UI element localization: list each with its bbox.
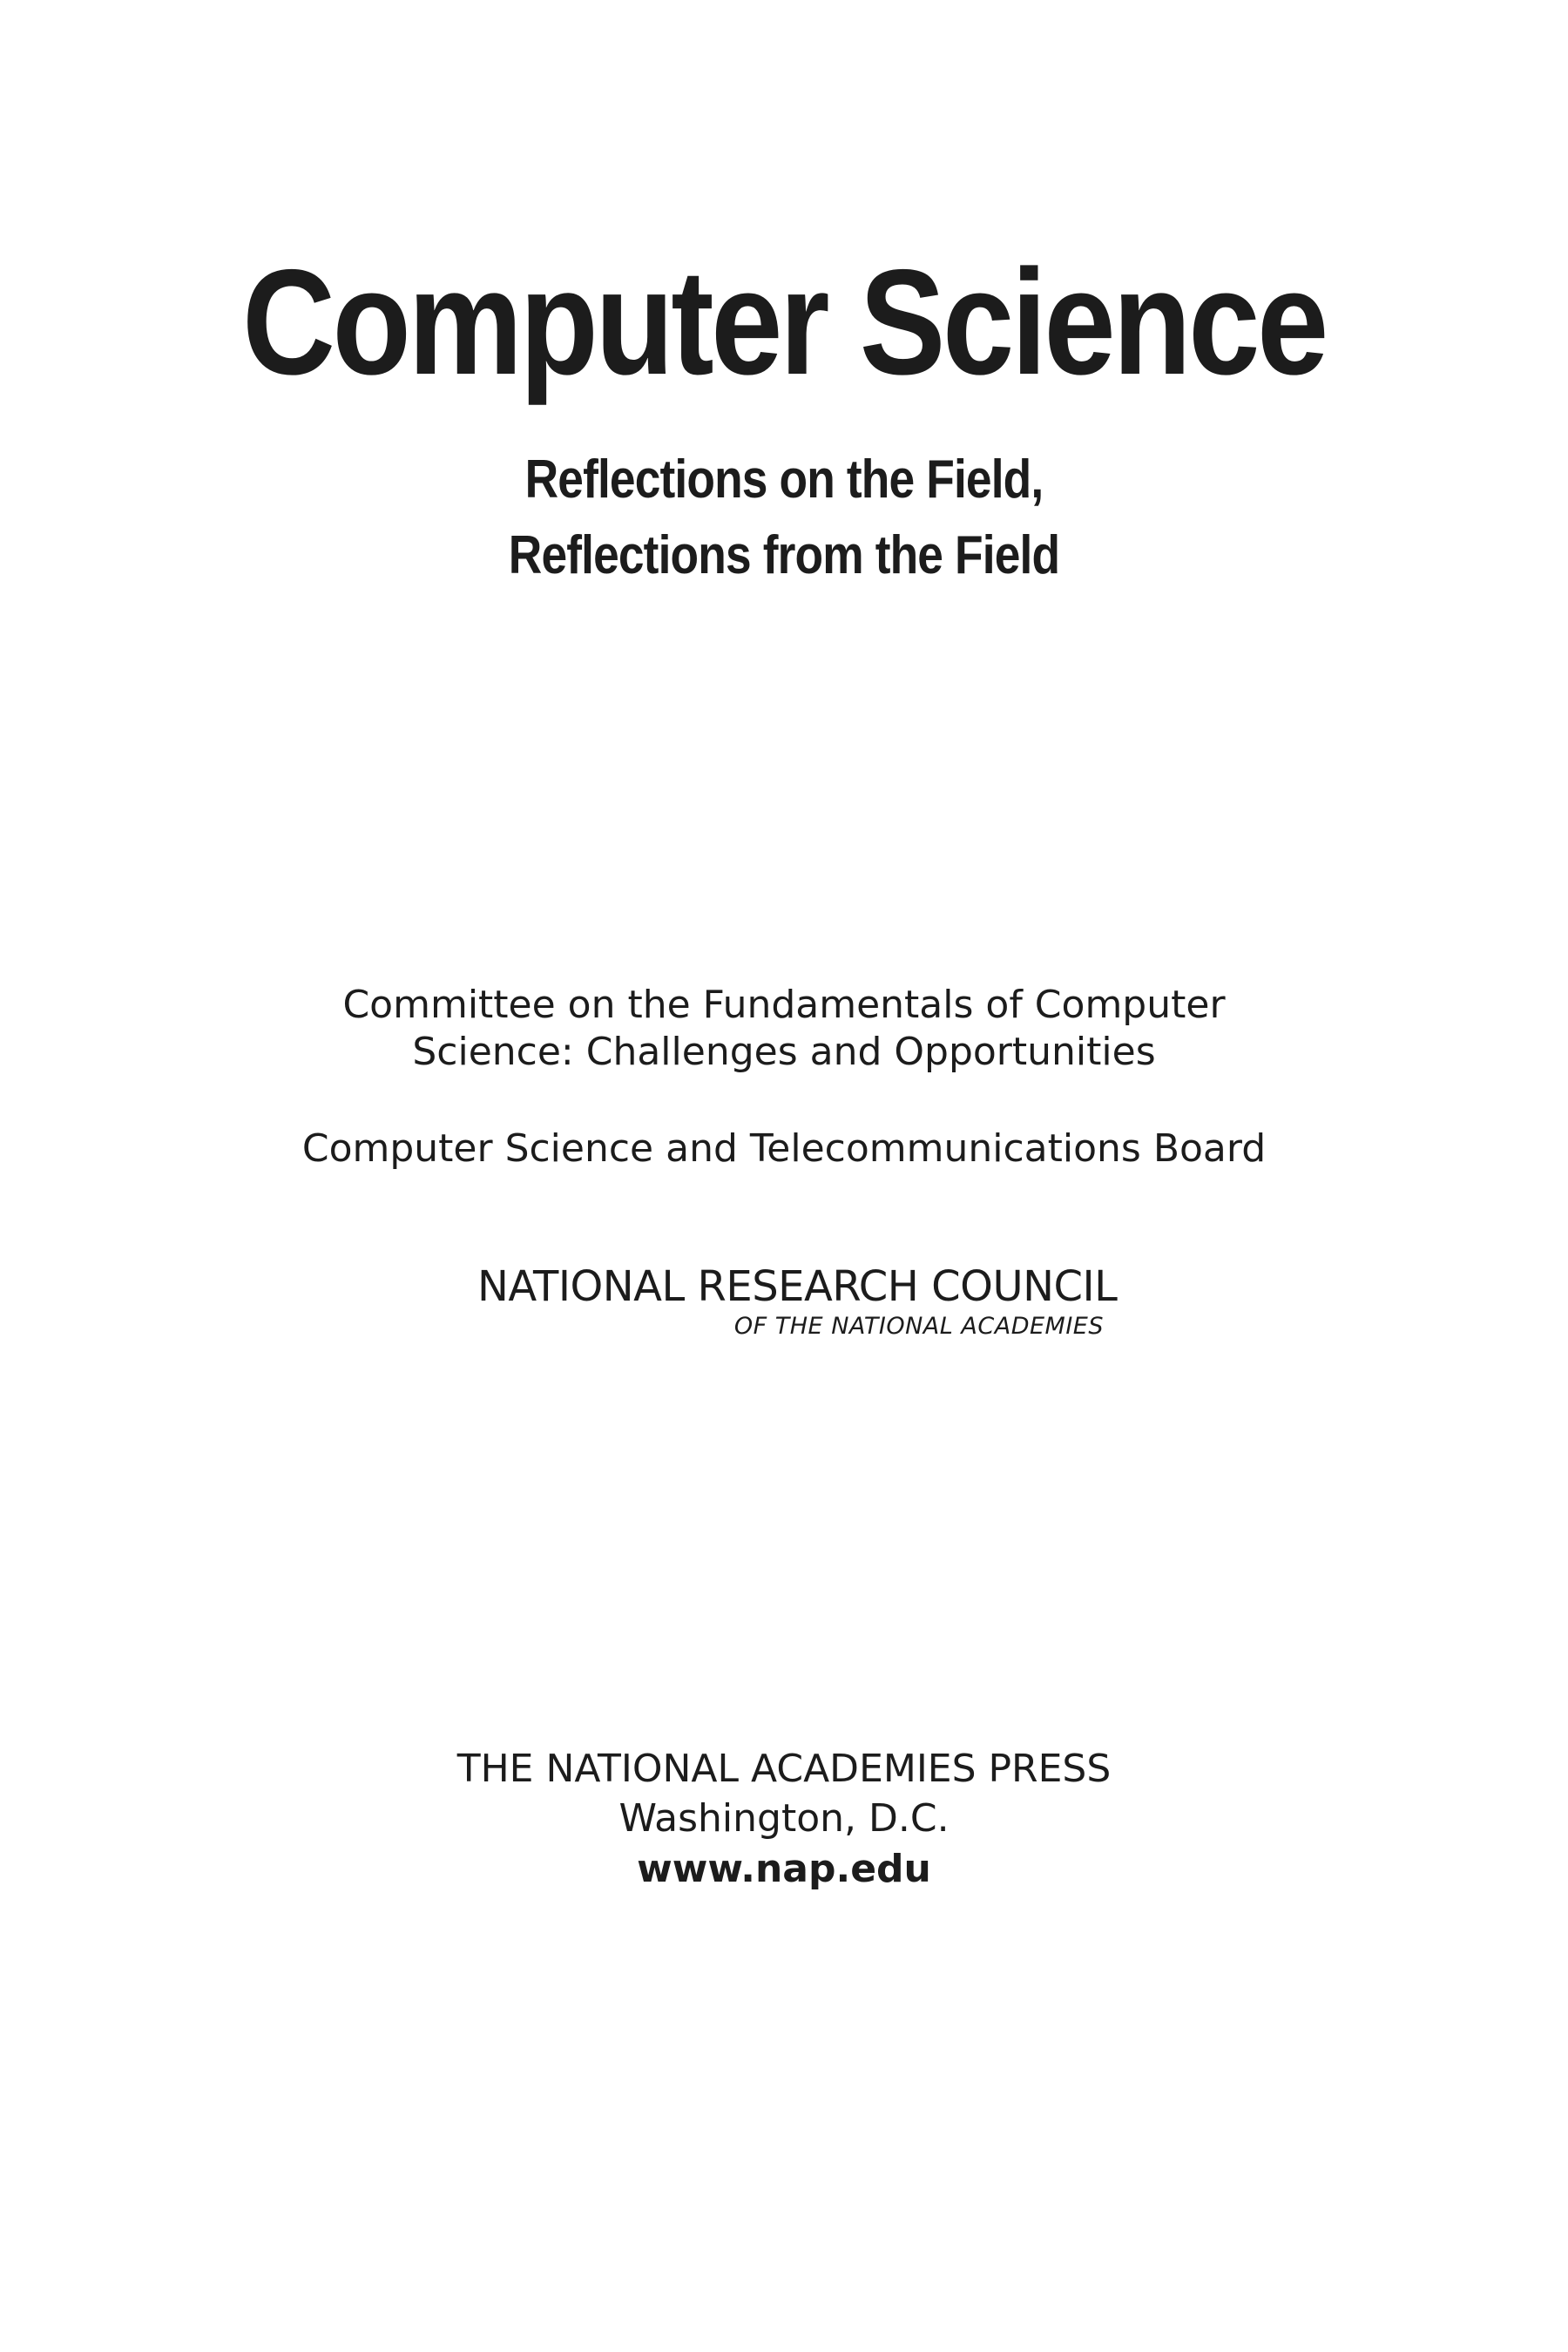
subtitle-line-2: Reflections from the Field <box>508 525 1060 585</box>
publisher-name: THE NATIONAL ACADEMIES PRESS <box>456 1747 1112 1791</box>
publisher-location: Washington, D.C. <box>618 1796 950 1841</box>
publisher-website: www.nap.edu <box>637 1847 931 1891</box>
committee-line-2: Science: Challenges and Opportunities <box>412 1030 1156 1074</box>
council-affiliation: OF THE NATIONAL ACADEMIES <box>733 1313 1104 1340</box>
board-name: Computer Science and Telecommunications Board <box>301 1126 1267 1171</box>
book-title: Computer Science <box>242 239 1326 406</box>
council-logo-block <box>477 1261 1118 1342</box>
council-name: NATIONAL RESEARCH COUNCIL <box>477 1262 1118 1311</box>
subtitle-line-1: Reflections on the Field, <box>524 449 1044 510</box>
committee-line-1: Committee on the Fundamentals of Computer <box>342 983 1226 1027</box>
